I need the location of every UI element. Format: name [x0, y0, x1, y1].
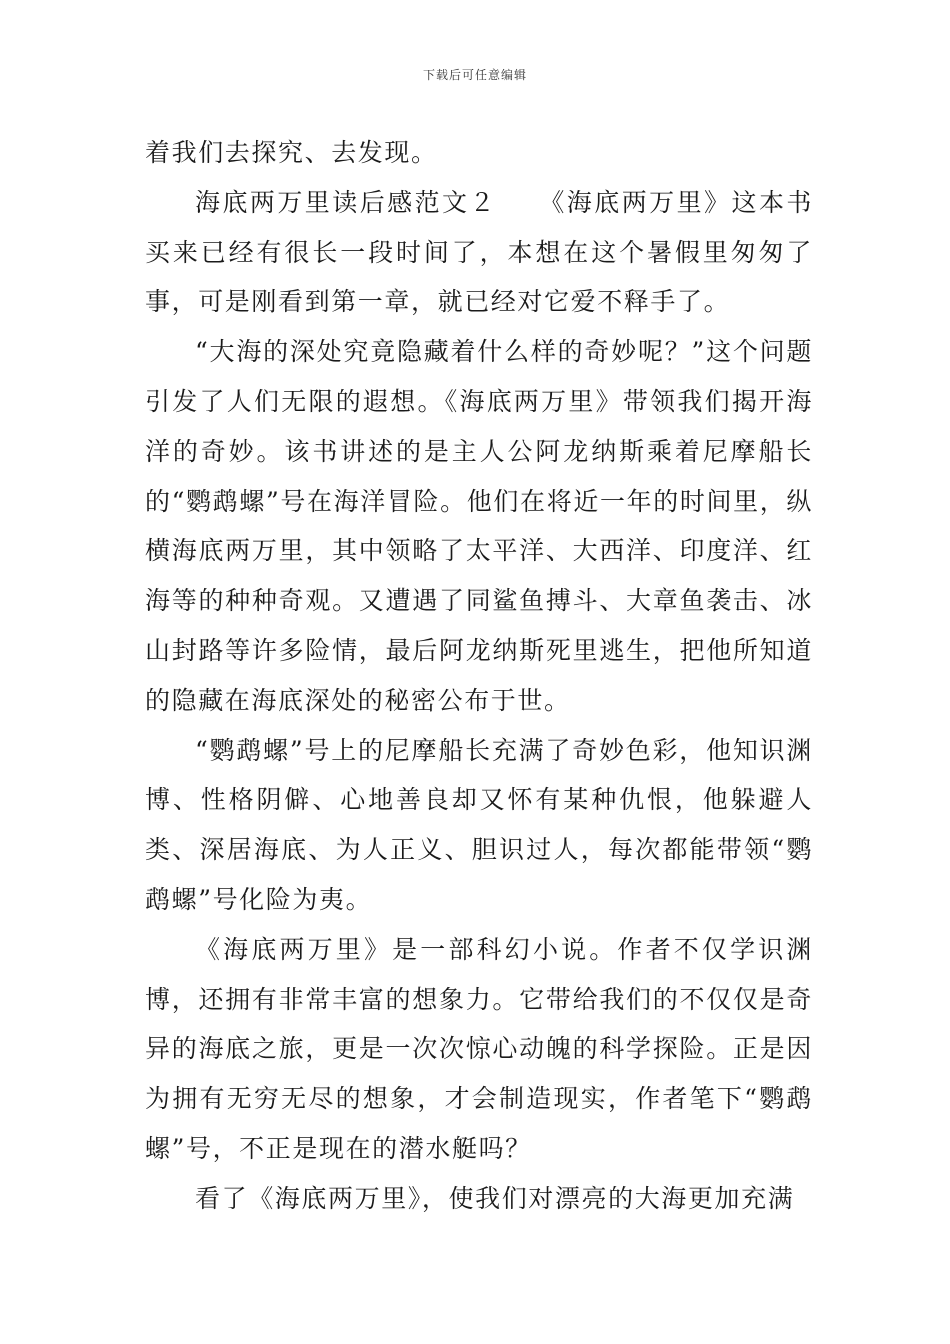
paragraph-title-intro: 海底两万里读后感范文２ 《海底两万里》这本书买来已经有很长一段时间了，本想在这个暑假里匆匆了事，可是刚看到第一章，就已经对它爱不释手了。	[145, 187, 813, 317]
paragraph-question: “大海的深处究竟隐藏着什么样的奇妙呢？”这个问题引发了人们无限的遐想。《海底两万里》带领我们揭开海洋的奇妙。该书讲述的是主人公阿龙纳斯乘着尼摩船长的“鹦鹉螺”号在海洋冒险。他们在将近一年的时间里，纵横海底两万里，其中领略了太平洋、大西洋、印度洋、红海等的种种奇观。又遭遇了同鲨鱼搏斗、大章鱼袭击、冰山封路等许多险情，最后阿龙纳斯死里逃生，把他所知道的隐藏在海底深处的秘密公布于世。	[145, 337, 813, 715]
document-body	[145, 128, 813, 1224]
paragraph-closing: 看了《海底两万里》，使我们对漂亮的大海更加充满	[195, 1183, 795, 1213]
header-note: 下载后可任意编辑	[422, 68, 527, 82]
paragraph-captain-nemo: “鹦鹉螺”号上的尼摩船长充满了奇妙色彩，他知识渊博、性格阴僻、心地善良却又怀有某种仇恨，他躲避人类、深居海底、为人正义、胆识过人，每次都能带领“鹦鹉螺”号化险为夷。	[145, 735, 813, 914]
paragraph-science-fiction: 《海底两万里》是一部科幻小说。作者不仅学识渊博，还拥有非常丰富的想象力。它带给我们的不仅仅是奇异的海底之旅，更是一次次惊心动魄的科学探险。正是因为拥有无穷无尽的想象，才会制造现实，作者笔下“鹦鹉螺”号，不正是现在的潜水艇吗？	[145, 934, 813, 1163]
paragraph-continuation: 着我们去探究、去发现。	[145, 138, 438, 167]
